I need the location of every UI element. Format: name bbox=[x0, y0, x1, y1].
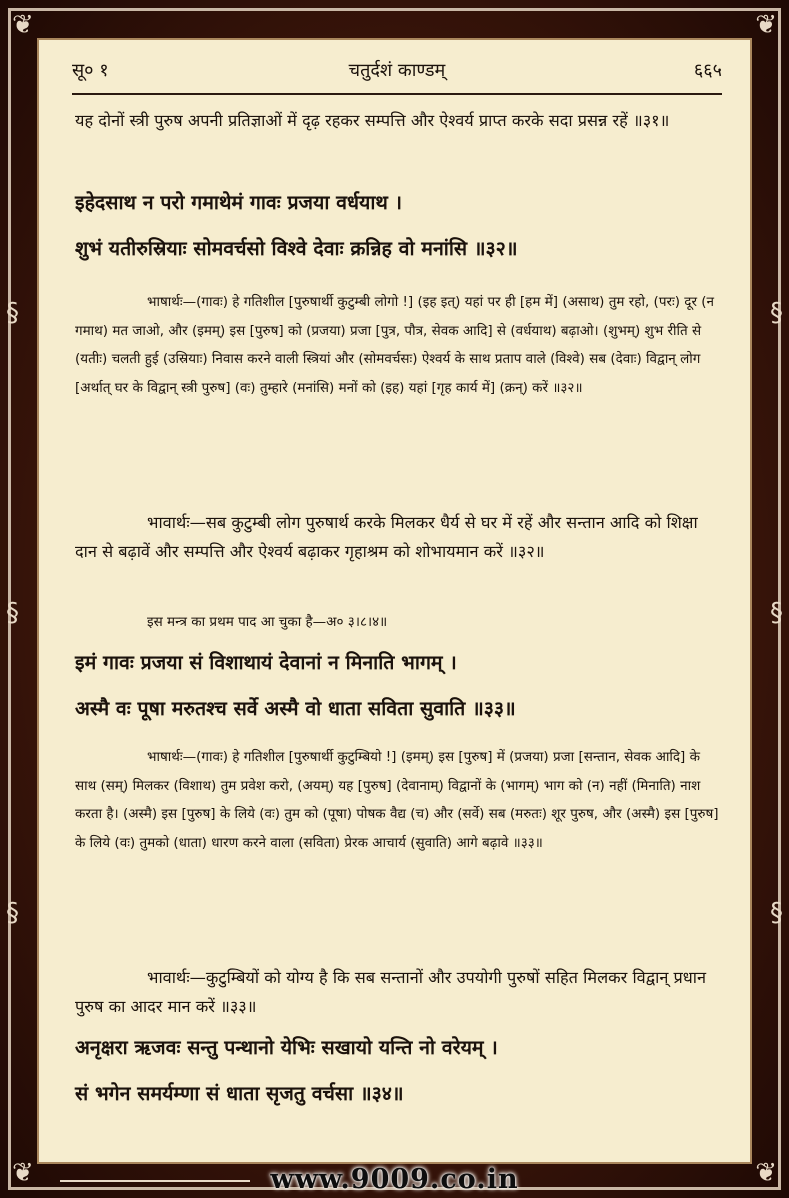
side-swirl-icon: § bbox=[770, 298, 783, 328]
running-header bbox=[72, 58, 722, 88]
mantra-34 bbox=[75, 1033, 722, 1109]
scanned-page bbox=[37, 38, 752, 1164]
bhashya-32: भाषार्थः—(गावः) हे गतिशील [पुरुषार्थी कुटुम्बी लोगो !] (इह इत्) यहां पर ही [हम में] (असाथ) तुम रहो, (परः) दूर (न गमाथ) मत जाओ, और (इमम्) इस [पुरुष] को (प्रजया) प्रजा [पुत्र, पौत्र, सेवक आदि] से (वर्धयाथ) बढ़ाओ। (शुभम्) शुभ रीति से (यतीः) चलती हुई (उस्रियाः) निवास करने वाली स्त्रियां और (सोमवर्चसः) ऐश्वर्य के साथ प्रताप वाले (विश्वे) सब (देवाः) विद्वान् लोग [अर्थात् घर के विद्वान् स्त्री पुरुष] (वः) तुम्हारे (मनांसि) मनों को (इह) यहां [गृह कार्य में] (क्रन्) करें ॥३२॥ bbox=[75, 294, 715, 396]
side-swirl-icon: § bbox=[6, 898, 19, 928]
para-31-end: यह दोनों स्त्री पुरुष अपनी प्रतिज्ञाओं में दृढ़ रहकर सम्पत्ति और ऐश्वर्य प्राप्त करके सदा प्रसन्न रहें ॥३१॥ bbox=[75, 111, 670, 130]
website-url: www.9009.co.in bbox=[270, 1164, 519, 1195]
side-swirl-icon: § bbox=[6, 598, 19, 628]
header-rule bbox=[72, 93, 722, 95]
mantra-line: इहेदसाथ न परो गमाथेमं गावः प्रजया वर्धयाथ । bbox=[75, 191, 403, 214]
mantra-33 bbox=[75, 648, 722, 724]
side-swirl-icon: § bbox=[770, 598, 783, 628]
reference-note: इस मन्त्र का प्रथम पाद आ चुका है—अ० ३।८।४॥ bbox=[147, 614, 388, 630]
side-swirl-icon: § bbox=[6, 298, 19, 328]
side-swirl-icon: § bbox=[770, 898, 783, 928]
mantra-line: इमं गावः प्रजया सं विशाथायं देवानां न मिनाति भागम् । bbox=[75, 651, 457, 674]
corner-swirl-icon: ❦ bbox=[755, 10, 777, 40]
bhavartha-32: भावार्थः—सब कुटुम्बी लोग पुरुषार्थ करके मिलकर धैर्य से घर में रहें और सन्तान आदि को शिक्षा दान से बढ़ावें और सम्पत्ति और ऐश्वर्य बढ़ाकर गृहाश्रम को शोभायमान करें ॥३२॥ bbox=[75, 513, 698, 561]
mantra-32 bbox=[75, 188, 722, 264]
corner-swirl-icon: ❦ bbox=[12, 10, 34, 40]
mantra-line: अस्मै वः पूषा मरुतश्च सर्वे अस्मै वो धाता सविता सुवाति ॥३३॥ bbox=[75, 697, 516, 720]
bhashya-33: भाषार्थः—(गावः) हे गतिशील [पुरुषार्थी कुटुम्बियो !] (इमम्) इस [पुरुष] में (प्रजया) प्रजा [सन्तान, सेवक आदि] के साथ (सम्) मिलकर (विशाथ) तुम प्रवेश करो, (अयम्) यह [पुरुष] (देवानाम्) विद्वानों के (भागम्) भाग को (न) नहीं (मिनाति) नाश करता है। (अस्मै) इस [पुरुष] के लिये (वः) तुम को (पूषा) पोषक वैद्य (च) और (सर्वे) सब (मरुतः) शूर पुरुष, और (अस्मै) इस [पुरुष] के लिये (वः) तुमको (धाता) धारण करने वाला (सविता) प्रेरक आचार्य (सुवाति) आगे बढ़ावे ॥३३॥ bbox=[75, 749, 719, 851]
mantra-line: शुभं यतीरुस्रियाः सोमवर्चसो विश्वे देवाः क्रन्निह वो मनांसि ॥३२॥ bbox=[75, 237, 518, 260]
sukta-number: सू० १ bbox=[72, 60, 109, 81]
corner-swirl-icon: ❦ bbox=[12, 1158, 34, 1188]
corner-swirl-icon: ❦ bbox=[755, 1158, 777, 1188]
bhavartha-33: भावार्थः—कुटुम्बियों को योग्य है कि सब सन्तानों और उपयोगी पुरुषों सहित मिलकर विद्वान् प्रधान पुरुष का आदर मान करें ॥३३॥ bbox=[75, 968, 707, 1016]
mantra-line: सं भगेन समर्यम्णा सं धाता सृजतु वर्चसा ॥३४॥ bbox=[75, 1082, 404, 1105]
mantra-line: अनृक्षरा ऋजवः सन्तु पन्थानो येभिः सखायो यन्ति नो वरेयम् । bbox=[75, 1036, 498, 1059]
page-number: ६६५ bbox=[693, 60, 722, 81]
kanda-title: चतुर्दशं काण्डम् bbox=[348, 60, 446, 81]
